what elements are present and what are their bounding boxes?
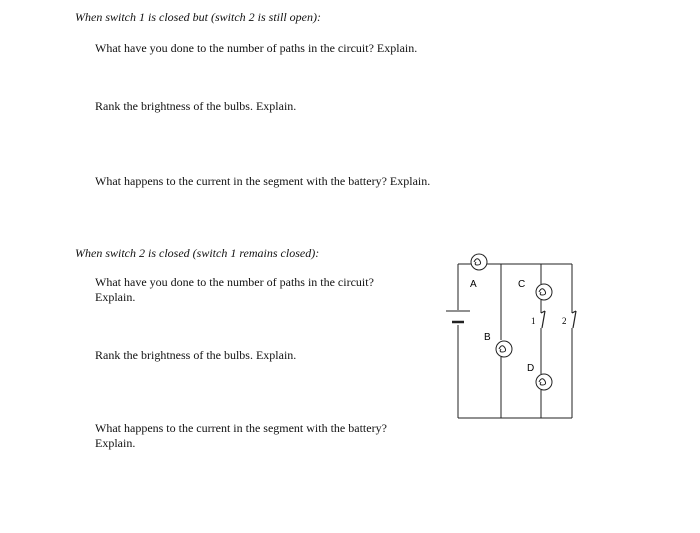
section2-question-current-line1: What happens to the current in the segment with the battery? <box>95 421 387 435</box>
switch-1-icon <box>541 311 545 328</box>
section1-question-current: What happens to the current in the segment with the battery? Explain. <box>95 174 431 188</box>
bulb-b-label: B <box>484 332 491 343</box>
bulb-d-label: D <box>527 363 535 374</box>
switch-2-icon <box>572 311 576 328</box>
switch-1-label: 1 <box>531 316 536 326</box>
section2-question-current-line2: Explain. <box>95 436 136 450</box>
bulb-a-icon <box>471 254 487 270</box>
section1-question-brightness: Rank the brightness of the bulbs. Explain. <box>95 99 297 113</box>
bulb-a-label: A <box>470 279 477 290</box>
battery-symbol <box>446 311 470 322</box>
section1-heading: When switch 1 is closed but (switch 2 is still open): <box>75 10 321 24</box>
section1-question-paths: What have you done to the number of paths in the circuit? Explain. <box>95 41 418 55</box>
bulb-b-icon <box>496 341 512 357</box>
section2-heading: When switch 2 is closed (switch 1 remains closed): <box>75 246 320 260</box>
switch-2-label: 2 <box>562 316 567 326</box>
section2-question-paths-line2: Explain. <box>95 290 136 304</box>
section2-question-brightness: Rank the brightness of the bulbs. Explain. <box>95 348 297 362</box>
bulb-c-label: C <box>518 279 526 290</box>
bulb-d-icon <box>536 374 552 390</box>
bulb-c-icon <box>536 284 552 300</box>
section2-question-paths-line1: What have you done to the number of paths in the circuit? <box>95 275 374 289</box>
